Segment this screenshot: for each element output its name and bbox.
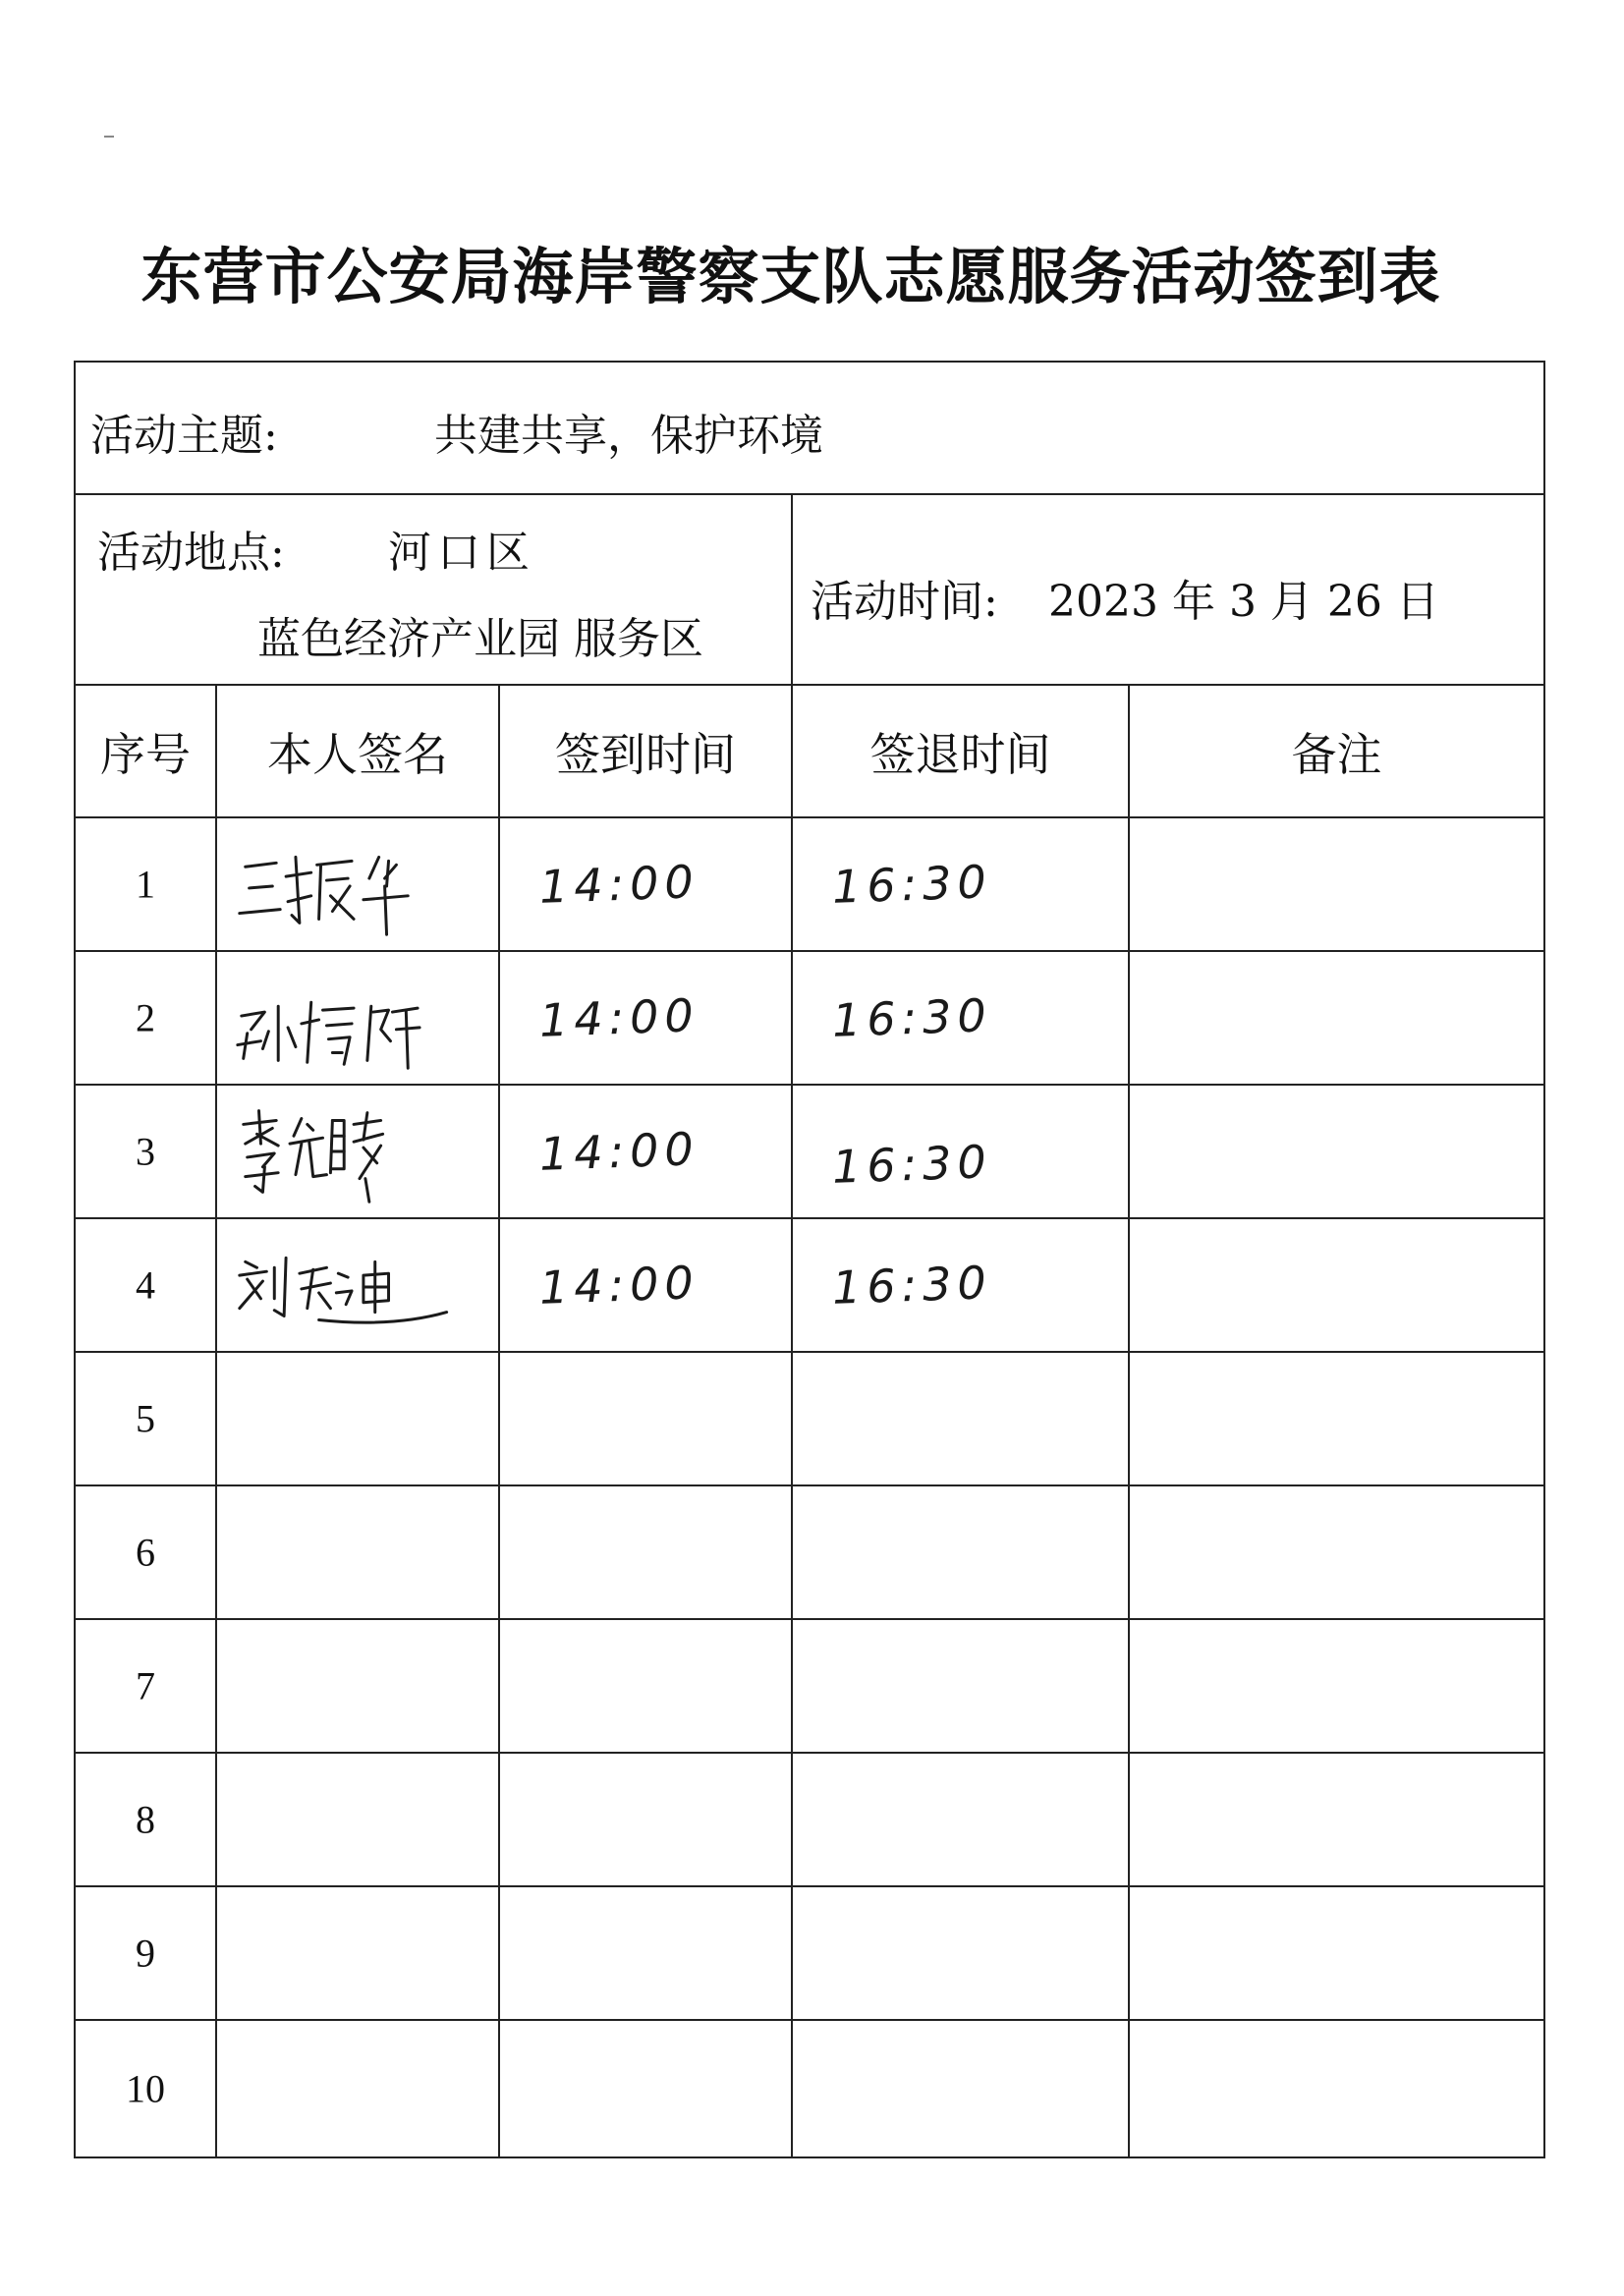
handwritten-signature [217, 1219, 498, 1351]
row-number: 3 [136, 1129, 155, 1174]
table-row-1-signature [217, 818, 500, 952]
header-sign-in [500, 686, 793, 818]
table-row-8-sign-in[interactable] [500, 1754, 793, 1887]
sign-out-time: 16:30 [831, 1256, 993, 1315]
table-row-3-sign-in [500, 1086, 793, 1219]
sign-out-time: 16:30 [831, 1135, 993, 1195]
scan-speck [104, 136, 114, 138]
header-sign-in-label: 签到时间 [555, 727, 736, 781]
sign-out-time: 16:30 [831, 855, 993, 914]
table-row-4-sign-in [500, 1219, 793, 1353]
table-row-3-remark [1130, 1086, 1543, 1219]
time-label: 活动时间: [811, 577, 998, 627]
table-row-4-sign-out [793, 1219, 1130, 1353]
table-row-9-no [76, 1887, 217, 2021]
table-row-9-signature[interactable] [217, 1887, 500, 2021]
theme-label: 活动主题: [90, 411, 278, 461]
table-row-10-no [76, 2021, 217, 2156]
table-row-8-remark[interactable] [1130, 1754, 1543, 1887]
sign-in-time: 14:00 [538, 855, 700, 914]
table-row-6-no [76, 1486, 217, 1620]
row-number: 2 [136, 995, 155, 1040]
table-row-3-signature [217, 1086, 500, 1219]
table-row-4-no [76, 1219, 217, 1353]
row-number: 6 [136, 1530, 155, 1575]
sign-in-time: 14:00 [538, 1122, 700, 1181]
table-row-4-remark [1130, 1219, 1543, 1353]
table-row-2-sign-out [793, 952, 1130, 1086]
row-number: 4 [136, 1262, 155, 1308]
table-row-6-sign-in[interactable] [500, 1486, 793, 1620]
table-row-2-remark [1130, 952, 1543, 1086]
table-row-6-sign-out[interactable] [793, 1486, 1130, 1620]
row-number: 7 [136, 1663, 155, 1708]
row-number: 9 [136, 1931, 155, 1976]
table-row-8-no [76, 1754, 217, 1887]
table-row-5-sign-in[interactable] [500, 1353, 793, 1486]
table-row-2-no [76, 952, 217, 1086]
time-value: 2023 年 3 月 26 日 [1048, 577, 1439, 627]
row-number: 5 [136, 1396, 155, 1441]
table-row-10-signature[interactable] [217, 2021, 500, 2156]
sign-in-sheet [74, 361, 1545, 2158]
sign-out-time: 16:30 [831, 988, 993, 1047]
location-line1: 河口区 [388, 528, 535, 578]
header-no [76, 686, 217, 818]
table-row-9-sign-out[interactable] [793, 1887, 1130, 2021]
table-row-10-sign-in[interactable] [500, 2021, 793, 2156]
time-cell [793, 495, 1543, 686]
header-signature [217, 686, 500, 818]
table-row-1-sign-out [793, 818, 1130, 952]
table-row-3-no [76, 1086, 217, 1219]
header-no-label: 序号 [100, 727, 191, 781]
table-row-5-remark[interactable] [1130, 1353, 1543, 1486]
table-row-9-remark[interactable] [1130, 1887, 1543, 2021]
table-row-5-signature[interactable] [217, 1353, 500, 1486]
handwritten-signature [217, 818, 498, 950]
table-row-3-sign-out [793, 1086, 1130, 1219]
table-row-7-remark[interactable] [1130, 1620, 1543, 1754]
table-row-7-sign-in[interactable] [500, 1620, 793, 1754]
table-row-7-sign-out[interactable] [793, 1620, 1130, 1754]
table-row-10-sign-out[interactable] [793, 2021, 1130, 2156]
table-row-1-no [76, 818, 217, 952]
table-row-1-remark [1130, 818, 1543, 952]
location-cell [76, 495, 793, 686]
table-row-6-signature[interactable] [217, 1486, 500, 1620]
table-row-5-sign-out[interactable] [793, 1353, 1130, 1486]
table-row-2-sign-in [500, 952, 793, 1086]
header-sign-out [793, 686, 1130, 818]
table-row-7-no [76, 1620, 217, 1754]
table-row-7-signature[interactable] [217, 1620, 500, 1754]
location-line2: 蓝色经济产业园 服务区 [257, 614, 703, 664]
sign-in-time: 14:00 [538, 1256, 700, 1315]
table-row-8-sign-out[interactable] [793, 1754, 1130, 1887]
header-remark [1130, 686, 1543, 818]
table-row-8-signature[interactable] [217, 1754, 500, 1887]
handwritten-signature [217, 1086, 498, 1217]
table-row-5-no [76, 1353, 217, 1486]
table-row-2-signature [217, 952, 500, 1086]
location-label: 活动地点: [97, 528, 285, 578]
table-row-6-remark[interactable] [1130, 1486, 1543, 1620]
row-number: 1 [136, 862, 155, 907]
header-sign-out-label: 签退时间 [869, 727, 1051, 781]
theme-value: 共建共享，保护环境 [434, 411, 823, 461]
row-number: 10 [126, 2066, 165, 2111]
table-row-9-sign-in[interactable] [500, 1887, 793, 2021]
header-signature-label: 本人签名 [267, 727, 448, 781]
page-title: 东营市公安局海岸警察支队志愿服务活动签到表 [140, 241, 1441, 312]
table-row-10-remark[interactable] [1130, 2021, 1543, 2156]
sign-in-time: 14:00 [538, 988, 700, 1047]
theme-row [76, 363, 1543, 495]
handwritten-signature [217, 952, 498, 1084]
table-row-1-sign-in [500, 818, 793, 952]
row-number: 8 [136, 1797, 155, 1842]
table-row-4-signature [217, 1219, 500, 1353]
header-remark-label: 备注 [1291, 727, 1382, 781]
